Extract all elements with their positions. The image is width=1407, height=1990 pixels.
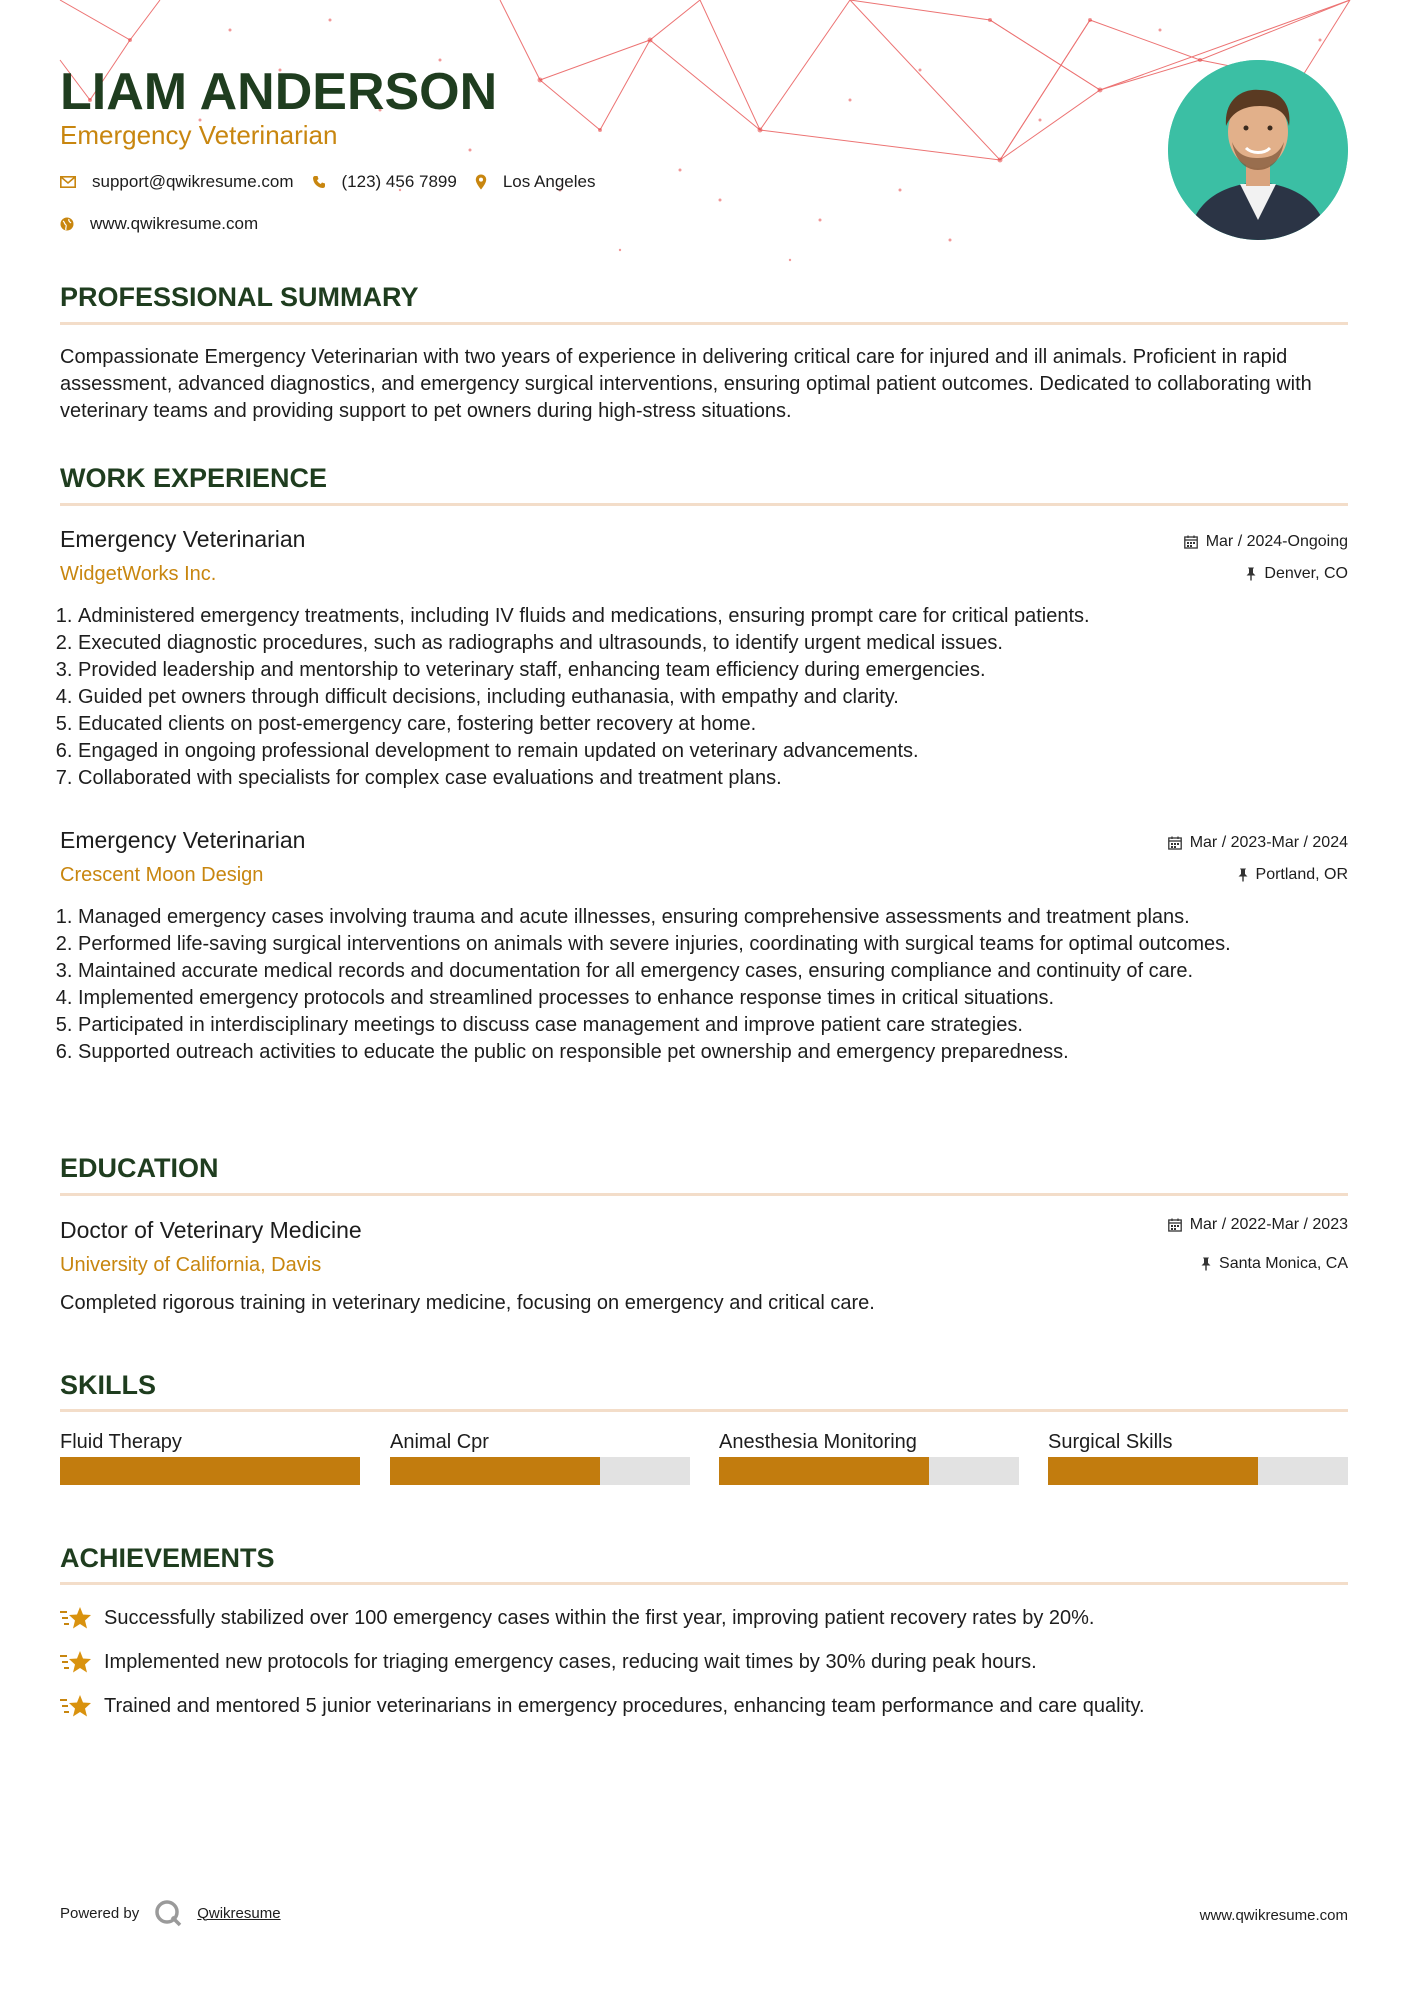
envelope-icon — [60, 176, 76, 188]
job-responsibilities-list — [60, 904, 1348, 1066]
skill-bar-track — [60, 1457, 360, 1485]
education-divider — [60, 1193, 1348, 1196]
job-responsibilities-list — [60, 603, 1348, 792]
skill-label: Fluid Therapy — [60, 1431, 182, 1453]
list-item: 5. Educated clients on post-emergency care, fostering better recovery at home. — [78, 711, 1348, 738]
skill-label: Animal Cpr — [390, 1431, 489, 1453]
skill-bar-track — [1048, 1457, 1348, 1485]
education-dates-text: Mar / 2022-Mar / 2023 — [1189, 1216, 1348, 1233]
qwikresume-link[interactable]: Qwikresume — [197, 1904, 281, 1922]
contact-row — [60, 172, 613, 192]
star-achievement-icon — [60, 1693, 92, 1719]
skill-bar-fill — [1048, 1457, 1258, 1485]
list-item: 4. Guided pet owners through difficult decisions, including euthanasia, with empathy and clarity. — [78, 684, 1348, 711]
list-item: 3. Provided leadership and mentorship to veterinary staff, enhancing team efficiency during emergencies. — [78, 657, 1348, 684]
summary-text: Compassionate Emergency Veterinarian with two years of experience in delivering critical care for injured and ill animals. Proficient in rapid assessment, advanced diagnostics, and emergency surgical interventions, ensuring optimal patient outcomes. Dedicated to collaborating with veterinary teams and providing support to pet owners during high-stress situations. — [60, 346, 1312, 422]
candidate-title: Emergency Veterinarian — [60, 120, 338, 150]
skill-bar-track — [719, 1457, 1019, 1485]
website-item[interactable] — [60, 214, 258, 234]
education-location-text: Santa Monica, CA — [1219, 1255, 1348, 1272]
skills-divider — [60, 1409, 1348, 1412]
pushpin-icon — [1238, 868, 1248, 882]
education-location — [1201, 1255, 1348, 1273]
education-description: Completed rigorous training in veterinary medicine, focusing on emergency and critical care. — [60, 1292, 875, 1314]
company-name: WidgetWorks Inc. — [60, 563, 217, 585]
list-item: 4. Implemented emergency protocols and streamlined processes to enhance response times in critical situations. — [78, 985, 1348, 1012]
phone-item[interactable] — [312, 172, 457, 192]
list-item: 1. Administered emergency treatments, including IV fluids and medications, ensuring prompt care for critical patients. — [78, 603, 1348, 630]
globe-icon — [60, 217, 74, 231]
job-title: Emergency Veterinarian — [60, 526, 306, 552]
skill-bar-fill — [60, 1457, 360, 1485]
achievements-divider — [60, 1582, 1348, 1585]
skill-item — [1048, 1431, 1348, 1454]
calendar-icon — [1168, 1218, 1182, 1232]
achievement-item — [60, 1693, 1145, 1719]
location-text: Los Angeles — [502, 172, 596, 191]
achievement-text: Trained and mentored 5 junior veterinarians in emergency procedures, enhancing team performance and care quality. — [104, 1694, 1145, 1717]
job-location-text: Denver, CO — [1264, 565, 1348, 582]
list-item: 5. Participated in interdisciplinary meetings to discuss case management and improve patient care strategies. — [78, 1012, 1348, 1039]
list-item: 7. Collaborated with specialists for complex case evaluations and treatment plans. — [78, 765, 1348, 792]
achievement-text: Successfully stabilized over 100 emergency cases within the first year, improving patient recovery rates by 20%. — [104, 1606, 1095, 1629]
email-item[interactable] — [60, 172, 294, 192]
phone-icon — [312, 175, 326, 189]
school-name: University of California, Davis — [60, 1254, 322, 1276]
summary-heading: PROFESSIONAL SUMMARY — [60, 282, 419, 312]
achievement-text: Implemented new protocols for triaging emergency cases, reducing wait times by 30% during peak hours. — [104, 1650, 1037, 1673]
calendar-icon — [1168, 836, 1182, 850]
person-avatar-icon — [1168, 60, 1348, 240]
qwikresume-logo-icon — [153, 1898, 183, 1928]
skill-label: Anesthesia Monitoring — [719, 1431, 917, 1453]
skill-item — [719, 1431, 1019, 1454]
email-text: support@qwikresume.com — [92, 172, 294, 191]
skill-item — [390, 1431, 690, 1454]
job-location — [1238, 866, 1348, 884]
job-dates — [1168, 834, 1348, 852]
calendar-icon — [1184, 535, 1198, 549]
achievements-heading: ACHIEVEMENTS — [60, 1543, 275, 1573]
list-item: 1. Managed emergency cases involving trauma and acute illnesses, ensuring comprehensive assessments and treatment plans. — [78, 904, 1348, 931]
experience-divider — [60, 503, 1348, 506]
list-item: 6. Engaged in ongoing professional development to remain updated on veterinary advancements. — [78, 738, 1348, 765]
phone-text: (123) 456 7899 — [341, 172, 457, 191]
skill-item — [60, 1431, 360, 1454]
job-title: Emergency Veterinarian — [60, 827, 306, 853]
list-item: 3. Maintained accurate medical records and documentation for all emergency cases, ensuring compliance and continuity of care. — [78, 958, 1348, 985]
star-achievement-icon — [60, 1649, 92, 1675]
powered-by-label: Powered by — [60, 1904, 140, 1922]
job-location — [1246, 565, 1348, 583]
profile-photo — [1168, 60, 1348, 240]
degree-title: Doctor of Veterinary Medicine — [60, 1217, 362, 1243]
candidate-name: LIAM ANDERSON — [60, 63, 498, 121]
star-achievement-icon — [60, 1605, 92, 1631]
achievement-item — [60, 1605, 1094, 1631]
list-item: 2. Performed life-saving surgical interventions on animals with severe injuries, coordinating with surgical teams for optimal outcomes. — [78, 931, 1348, 958]
skill-label: Surgical Skills — [1048, 1431, 1173, 1453]
job-dates-text: Mar / 2024-Ongoing — [1205, 533, 1348, 550]
website-row — [60, 214, 276, 234]
job-dates-text: Mar / 2023-Mar / 2024 — [1189, 834, 1348, 851]
skill-bar-track — [390, 1457, 690, 1485]
job-location-text: Portland, OR — [1255, 866, 1348, 883]
website-text: www.qwikresume.com — [90, 214, 259, 233]
education-heading: EDUCATION — [60, 1153, 219, 1183]
education-dates — [1168, 1216, 1348, 1234]
pushpin-icon — [1201, 1257, 1211, 1271]
skills-heading: SKILLS — [60, 1370, 157, 1400]
job-dates — [1184, 533, 1348, 551]
experience-heading: WORK EXPERIENCE — [60, 463, 328, 493]
list-item: 2. Executed diagnostic procedures, such as radiographs and ultrasounds, to identify urgent medical issues. — [78, 630, 1348, 657]
location-item — [475, 172, 596, 192]
achievement-item — [60, 1649, 1037, 1675]
pushpin-icon — [1246, 567, 1256, 581]
footer-website[interactable]: www.qwikresume.com — [1199, 1907, 1348, 1924]
company-name: Crescent Moon Design — [60, 864, 264, 886]
skill-bar-fill — [719, 1457, 929, 1485]
list-item: 6. Supported outreach activities to educate the public on responsible pet ownership and emergency preparedness. — [78, 1039, 1348, 1066]
footer-powered-by — [60, 1898, 281, 1928]
summary-divider — [60, 322, 1348, 325]
skill-bar-fill — [390, 1457, 600, 1485]
map-pin-icon — [475, 174, 487, 190]
